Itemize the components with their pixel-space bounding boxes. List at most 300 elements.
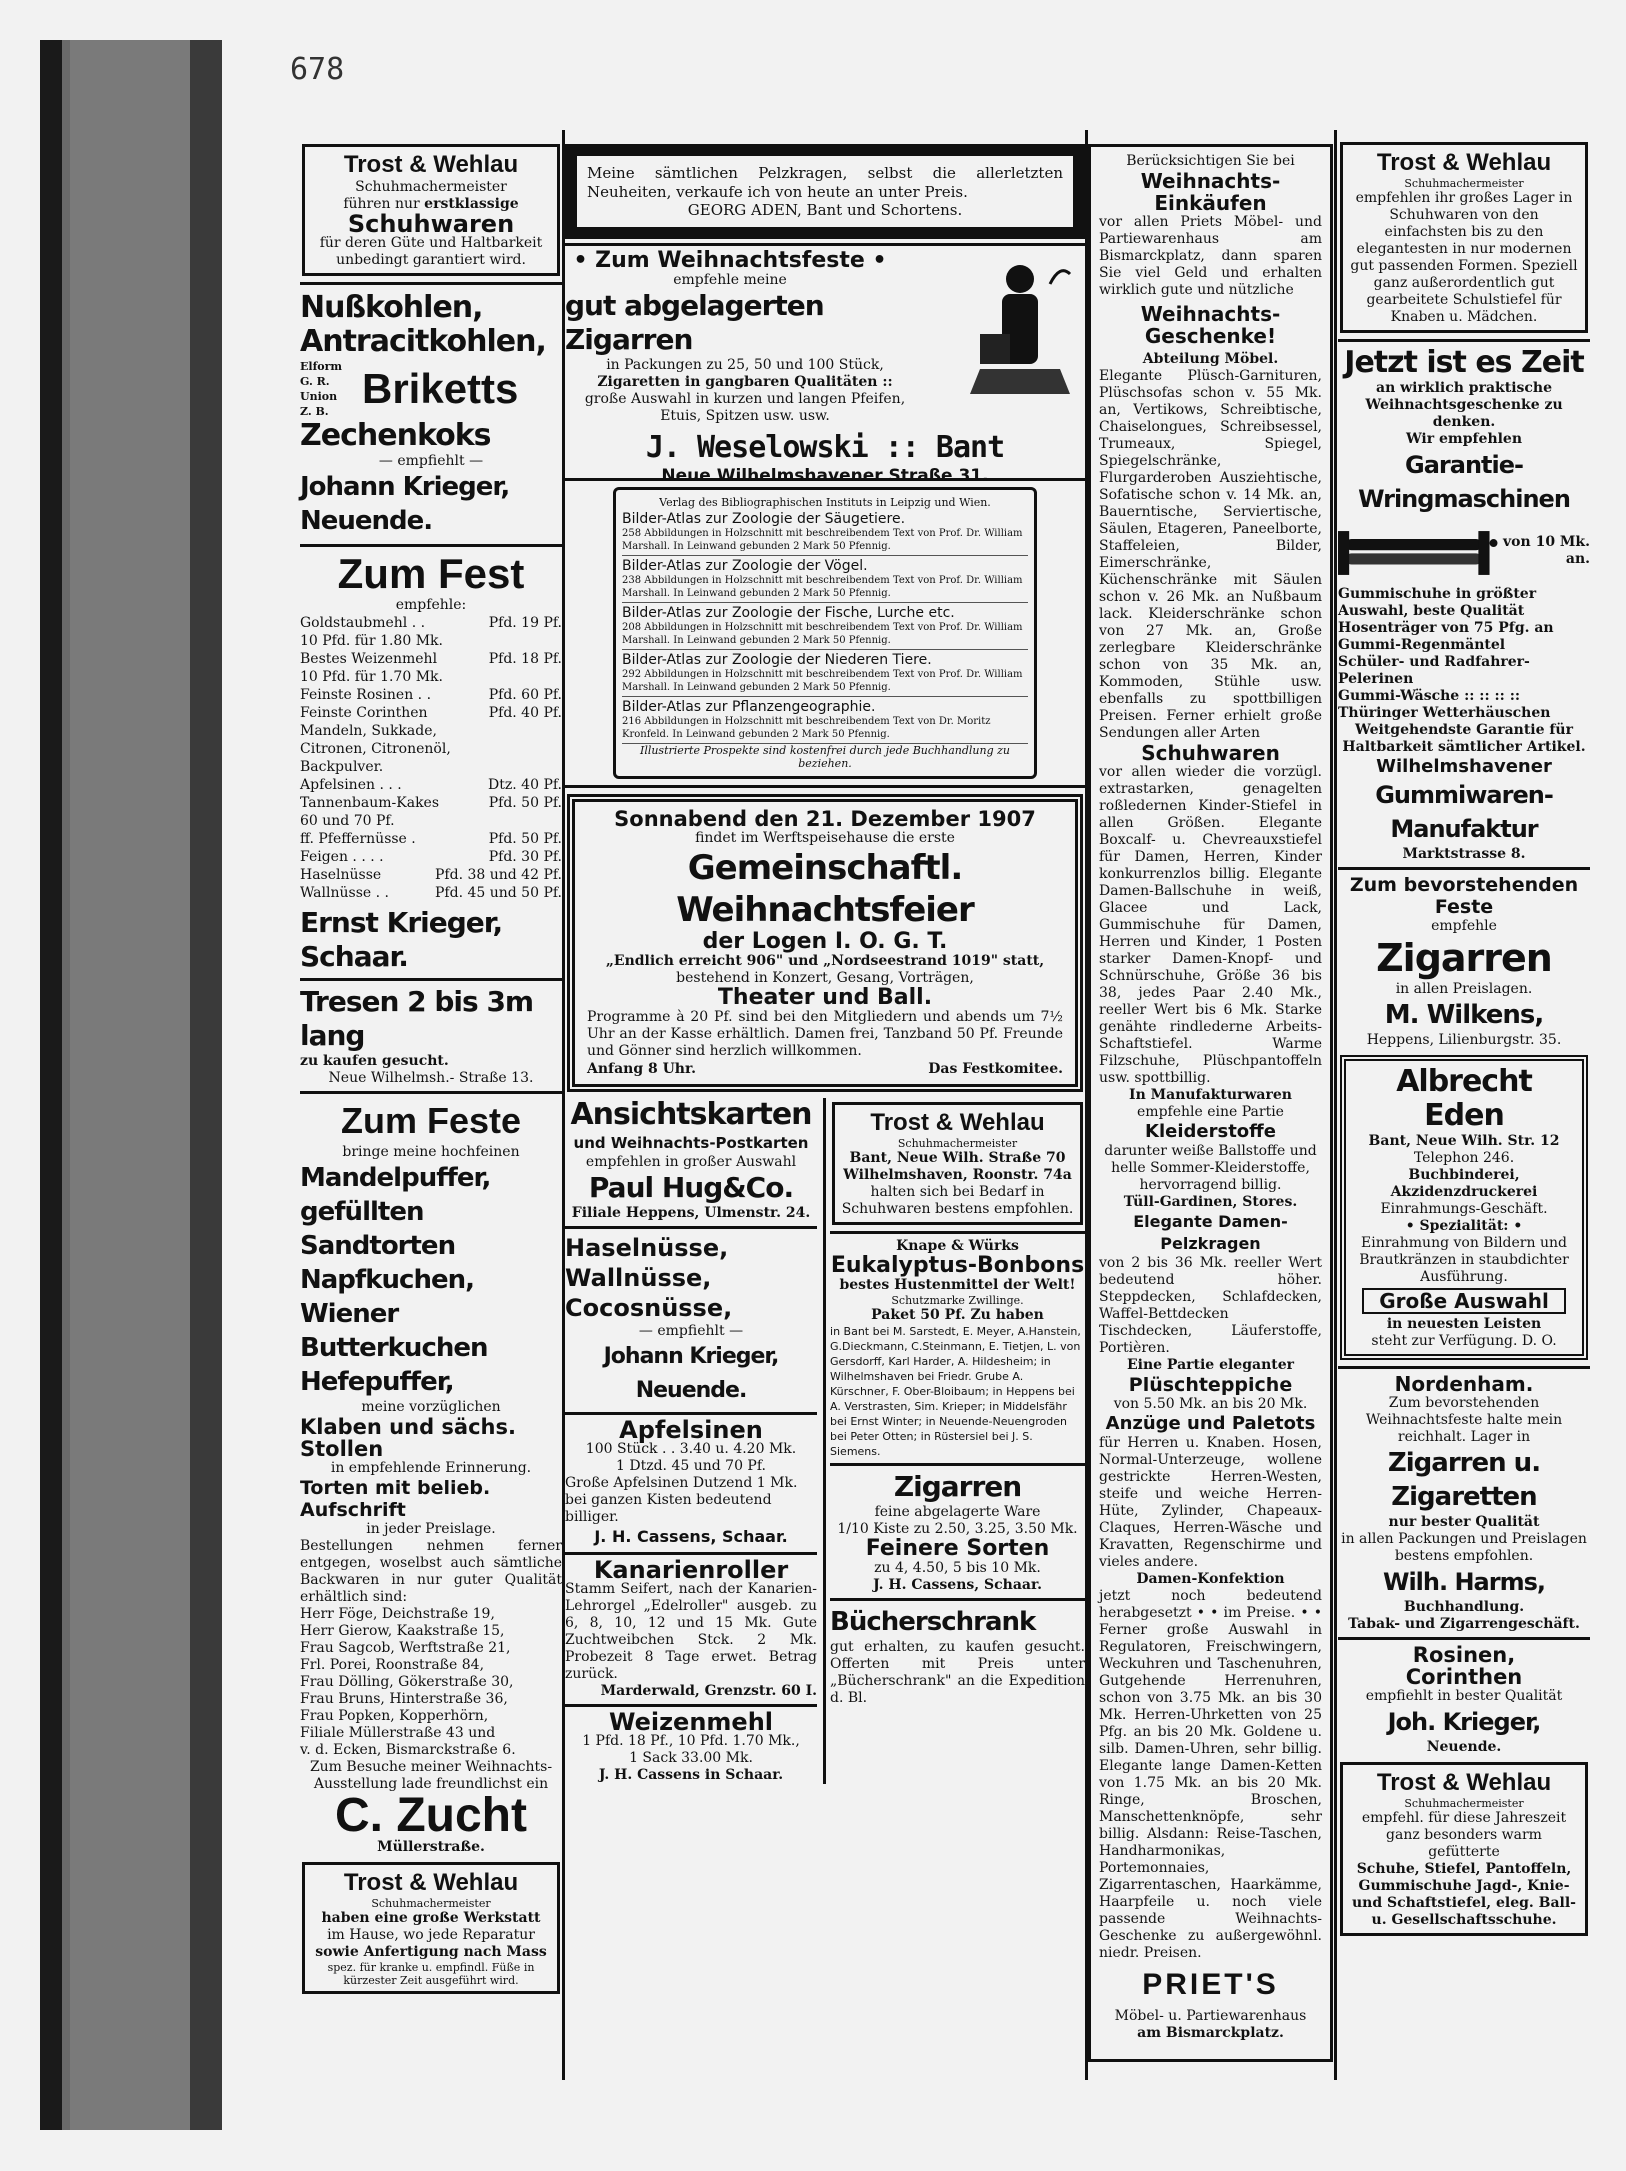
ad-text: in jeder Preislage. — [366, 1521, 496, 1537]
ad-seller: Johann Krieger, Neuende. — [300, 472, 510, 536]
ad-heading: Zigarren — [893, 1470, 1022, 1503]
divider — [300, 1091, 562, 1094]
product-item: Gummischuhe in größter Auswahl, beste Qualität — [1338, 586, 1537, 619]
trost-wehlau-ad-5 — [1340, 1762, 1588, 1936]
ad-text: — empfiehlt — — [638, 1323, 744, 1339]
ad-address: Neuende. — [1426, 1739, 1502, 1755]
item-name: 60 und 70 Pf. — [300, 813, 395, 829]
ad-text: Wir empfehlen — [1405, 431, 1523, 447]
ad-address: Müllerstraße. — [377, 1839, 485, 1855]
column-rule — [1334, 130, 1337, 2080]
price-row — [300, 866, 562, 884]
book-title: Bilder-Atlas zur Zoologie der Säugetiere. — [622, 511, 906, 527]
event-start: Anfang 8 Uhr. — [587, 1061, 696, 1077]
ad-text: bringe meine hochfeinen — [342, 1144, 520, 1160]
address-item: Frl. Porei, Roonstraße 84, — [300, 1657, 485, 1673]
ad-heading: Nußkohlen, — [300, 290, 483, 325]
item-price: Dtz. 40 Pf. — [488, 777, 562, 793]
ad-price: Paket 50 Pf. Zu haben — [871, 1307, 1044, 1323]
ad-heading: Nordenham. — [1394, 1372, 1534, 1396]
ad-heading: Apfelsinen — [619, 1416, 763, 1444]
ad-text: im Hause, wo jede Reparatur — [327, 1927, 535, 1943]
product-item: Gummi-Regenmäntel — [1338, 637, 1506, 653]
ad-text: bestehend in Konzert, Gesang, Vorträgen, — [676, 970, 974, 986]
ad-seller: Joh. Krieger, — [1387, 1708, 1541, 1736]
bilder-atlas-ad — [613, 487, 1037, 779]
ad-seller: C. Zucht — [335, 1789, 527, 1842]
ad-address: am Bismarckplatz. — [1137, 2025, 1284, 2041]
book-description: 216 Abbildungen in Holzschnitt mit beschreibendem Text von Dr. Moritz Kronfeld. In Leinwand gebunden 2 Mark 50 Pfennig. — [622, 716, 991, 740]
price-list — [300, 614, 562, 902]
ad-text: vor allen wieder die vorzügl. extrastarken, genagelten roßledernen Kinder-Stiefel in allen Größen. Elegante Boxcalf- u. Chevreauxstiefel für Damen, Herren, Kinder konkurrenzlos billig. Elegante Damen-Ballschuhe in weiß, Glacee und Lack, Gummischuhe für Damen, Herren und Kinder, 1 Posten starker Damen-Knopf- und Schnürschuhe, Größe 36 bis 38, jedes Paar 2.40 Mk., reeller Wert bis 6 Mk. Starke genähte rindlederne Arbeits-Schaftstiefel. Warme Filzschuhe, Plüschpantoffeln usw. spottbillig. — [1099, 764, 1322, 1086]
ad-heading: Zum Fest — [337, 550, 525, 597]
ad-heading: Theater und Ball. — [717, 985, 933, 1010]
divider — [565, 1704, 817, 1707]
ad-heading: Antracitkohlen, — [300, 324, 546, 359]
book-entry — [622, 556, 1028, 603]
ad-text: Schuhe, Stiefel, Pantoffeln, Gummischuhe Jagd-, Knie- und Schaftstiefel, eleg. Ball- u. Gesellschaftsschuhe. — [1352, 1861, 1576, 1928]
item-price: Pfd. 45 und 50 Pf. — [435, 885, 562, 901]
product-name: Wiener Butterkuchen — [300, 1299, 488, 1363]
ad-text: empfehlen in großer Auswahl — [585, 1154, 797, 1170]
ad-text: in neuesten Leisten — [1386, 1316, 1542, 1332]
product-name: Cocosnüsse, — [565, 1294, 733, 1322]
item-price: Pfd. 30 Pf. — [488, 849, 562, 865]
priet-ad — [1088, 144, 1333, 2062]
ad-heading: Schuhwaren — [347, 210, 515, 238]
ad-seller: J. H. Cassens, Schaar. — [873, 1577, 1042, 1593]
divider — [1338, 867, 1590, 870]
divider — [1338, 1637, 1590, 1640]
ad-seller: J. H. Cassens in Schaar. — [598, 1767, 784, 1783]
column-1 — [300, 130, 562, 2080]
book-title: Bilder-Atlas zur Pflanzengeographie. — [622, 699, 876, 715]
trost-wehlau-ad-3 — [832, 1102, 1083, 1225]
price-row — [300, 884, 562, 902]
ad-text: für Herren u. Knaben. Hosen, Normal-Unterzeuge, wollene gestrickte Herren-Westen, steife und weiche Herren-Hüte, Zylinder, Chapeaux-Claques, Herren-Wäsche und Kravatten, Regenschirme und vieles andere. — [1099, 1435, 1322, 1570]
ad-heading: Eukalyptus-Bonbons — [830, 1253, 1085, 1278]
page-number: 678 — [290, 52, 345, 87]
ad-text: Buchbinderei, Akzidenzdruckerei — [1390, 1167, 1538, 1200]
ad-heading: Bücherschrank — [830, 1607, 1036, 1637]
item-name: 10 Pfd. für 1.70 Mk. — [300, 669, 443, 685]
ad-text: • Spezialität: • — [1405, 1218, 1523, 1234]
ad-text: Tabak- und Zigarrengeschäft. — [1348, 1616, 1580, 1632]
ad-text: Weitgehendste Garantie für Haltbarkeit sämtlicher Artikel. — [1342, 722, 1586, 755]
harms-ad — [1338, 1373, 1590, 1633]
product-item: Gummi-Wäsche :: :: :: :: — [1338, 688, 1521, 704]
ad-text: in Packungen zu 25, 50 und 100 Stück, — [606, 357, 884, 373]
item-name: Citronen, Citronenöl, — [300, 741, 451, 757]
book-list — [622, 509, 1028, 744]
trost-wehlau-ad — [302, 144, 560, 276]
address-item: Frau Sagcob, Werftstraße 21, — [300, 1640, 511, 1656]
section-heading: Elegante Damen-Pelzkragen — [1133, 1212, 1288, 1253]
ad-text: Einrahmungs-Geschäft. — [1380, 1201, 1548, 1217]
ad-phone: Telephon 246. — [1413, 1150, 1515, 1166]
ad-text: Zum Besuche meiner Weihnachts-Ausstellung lade freundlichst ein — [309, 1759, 553, 1792]
ad-heading: Weihnachts-Geschenke! — [1140, 302, 1281, 348]
product-name: Mandelpuffer, — [300, 1163, 491, 1193]
ad-text: Schutzmarke Zwillinge. — [891, 1294, 1024, 1307]
price-row — [300, 650, 562, 668]
ad-address: Bant, Neue Wilh. Str. 12 — [1368, 1133, 1560, 1149]
ad-text: Eine Partie eleganter — [1126, 1357, 1295, 1373]
address-item: Frau Popken, Kopperhörn, — [300, 1708, 489, 1724]
product-name: Wallnüsse, — [565, 1264, 712, 1292]
weselowski-ad — [565, 248, 1085, 486]
book-entry — [622, 697, 1028, 744]
wringing-machine-icon — [1338, 516, 1498, 586]
price-row — [300, 740, 562, 758]
ad-text: in Bant bei M. Sarstedt, E. Meyer, A.Hanstein, G.Dieckmann, C.Steinmann, E. Tietjen, L. von Gersdorff, Karl Harder, A. Hildesheim; in Wilhelmshaven bei Friedr. Grube A. Kürschner, F. Ober-Bloibaum; in Heppens bei A. Verstrasten, Sim. Krieper; in Middelsfähr bei Ernst Winter; in Neuende-Neuengroden bei Peter Otten; in Rüstersiel bei J. S. Siemens. — [830, 1325, 1081, 1458]
item-price: Pfd. 60 Pf. — [488, 687, 562, 703]
item-price: Pfd. 38 und 42 Pf. — [435, 867, 562, 883]
eden-ad — [1340, 1055, 1588, 1360]
product-name: Rosinen, — [1412, 1643, 1516, 1667]
ad-text: 1/10 Kiste zu 2.50, 3.25, 3.50 Mk. — [837, 1521, 1078, 1537]
ad-text: in allen Packungen und Preislagen bestens empfohlen. — [1341, 1531, 1587, 1564]
ad-brand: Knape & Würks — [896, 1238, 1019, 1254]
price-row — [300, 758, 562, 776]
ad-address: Marderwald, Grenzstr. 60 I. — [600, 1683, 818, 1699]
price-row — [300, 776, 562, 794]
ad-text: gut erhalten, zu kaufen gesucht. Offerten mit Preis unter „Bücherschrank" an die Expedition d. Bl. — [830, 1639, 1085, 1706]
ad-text: Berücksichtigen Sie bei — [1126, 153, 1295, 169]
coal-ad — [300, 289, 562, 540]
price-row — [300, 848, 562, 866]
ad-text: erstklassige — [424, 196, 519, 212]
item-name: Feigen . . . . — [300, 849, 384, 865]
ad-heading: Weihnachts-Einkäufen — [1140, 169, 1281, 215]
ad-heading: Tresen 2 bis 3m lang — [300, 985, 534, 1052]
iogt-ad — [567, 794, 1083, 1092]
divider — [830, 1231, 1085, 1234]
ad-text: zu kaufen gesucht. — [300, 1053, 449, 1069]
col2-lower — [565, 1098, 1085, 1784]
event-title: Gemeinschaftl. Weihnachtsfeier — [676, 848, 974, 930]
ad-heading: Zechenkoks — [300, 418, 491, 453]
smoker-illustration-icon — [960, 254, 1080, 404]
ad-text: steht zur Verfügung. D. O. — [1371, 1333, 1557, 1349]
ad-seller: Paul Hug&Co. — [588, 1171, 794, 1204]
ad-title: Trost & Wehlau — [343, 1869, 519, 1896]
tresen-ad — [300, 985, 562, 1087]
brand-label: Elform — [300, 360, 343, 373]
ad-text: 1 Dtzd. 45 und 70 Pf. — [616, 1458, 766, 1474]
price-row — [300, 812, 562, 830]
ad-heading: Zum bevorstehenden Feste — [1349, 874, 1579, 918]
ad-text: spez. für kranke u. empfindl. Füße in kürzester Zeit ausgeführt wird. — [327, 1961, 535, 1987]
divider — [830, 1463, 1085, 1466]
section-heading: Abteilung Möbel. — [1142, 351, 1279, 367]
item-price: Pfd. 19 Pf. — [488, 615, 562, 631]
item-name: ff. Pfeffernüsse . — [300, 831, 416, 847]
ad-seller: Albrecht Eden — [1396, 1064, 1532, 1133]
product-item: Hosenträger von 75 Pfg. an — [1338, 620, 1554, 636]
ad-subtitle: Schuhmachermeister — [355, 179, 507, 195]
ad-text: von 2 bis 36 Mk. reeller Wert bedeutend höher. Steppdecken, Schlafdecken, Waffel-Bettdecken Tischdecken, Läuferstoffe, Portièren. — [1099, 1255, 1322, 1356]
item-price: Pfd. 40 Pf. — [488, 705, 562, 721]
zucht-ad — [300, 1098, 562, 1856]
book-entry — [622, 650, 1028, 697]
product-name: Napfkuchen, — [300, 1265, 474, 1295]
ad-text: empfiehlt in bester Qualität — [1365, 1688, 1563, 1704]
item-name: 10 Pfd. für 1.80 Mk. — [300, 633, 443, 649]
item-name: Apfelsinen . . . — [300, 777, 402, 793]
ad-text: findet im Werftspeisehause die erste — [695, 830, 955, 846]
book-entry — [622, 509, 1028, 556]
address-item: Herr Föge, Deichstraße 19, — [300, 1606, 495, 1622]
item-price: Pfd. 50 Pf. — [488, 831, 562, 847]
address-item: v. d. Ecken, Bismarckstraße 6. — [300, 1742, 516, 1758]
ad-text: große Auswahl in kurzen und langen Pfeifen, — [584, 391, 906, 407]
ad-seller: Johann Krieger, Neuende. — [603, 1344, 779, 1403]
ad-seller: M. Wilkens, — [1384, 1000, 1544, 1030]
ad-text: empfehl. für diese Jahreszeit ganz besonders warm gefütterte — [1361, 1810, 1567, 1860]
address-item: Frau Bruns, Hinterstraße 36, — [300, 1691, 508, 1707]
item-name: Feinste Corinthen — [300, 705, 428, 721]
ad-text: haben eine große Werkstatt — [321, 1910, 541, 1926]
item-name: Bestes Weizenmehl — [300, 651, 438, 667]
ad-address: Neue Wilhelmshavener Straße 31. — [661, 466, 989, 486]
divider — [300, 978, 562, 981]
section-heading: Schuhwaren — [1141, 741, 1280, 765]
book-description: 238 Abbildungen in Holzschnitt mit beschreibendem Text von Prof. Dr. William Marshall. In Leinwand gebunden 2 Mark 50 Pfennig. — [622, 575, 1023, 599]
price-row — [300, 794, 562, 812]
wilkens-ad — [1338, 874, 1590, 1049]
ad-text: meine vorzüglichen — [361, 1399, 501, 1415]
book-description: 258 Abbildungen in Holzschnitt mit beschreibendem Text von Prof. Dr. William Marshall. In Leinwand gebunden 2 Mark 50 Pfennig. — [622, 528, 1023, 552]
item-name: Tannenbaum-Kakes — [300, 795, 440, 811]
ad-text: Etuis, Spitzen usw. usw. — [660, 408, 830, 424]
ad-text: 1 Sack 33.00 Mk. — [629, 1750, 753, 1766]
item-name: Backpulver. — [300, 759, 384, 775]
ad-text: führen nur — [343, 196, 420, 212]
ad-text: empfehle: — [395, 597, 467, 613]
item-price: Pfd. 50 Pf. — [488, 795, 562, 811]
divider — [830, 1598, 1085, 1601]
ad-text: von 5.50 Mk. an bis 20 Mk. — [1113, 1396, 1308, 1412]
brand-label: Union — [300, 390, 338, 403]
product-name: Haselnüsse, — [565, 1234, 729, 1262]
ad-text: Bestellungen nehmen ferner entgegen, woselbst auch sämtliche Backwaren in nur guter Qualität erhältlich sind: — [300, 1538, 562, 1605]
ad-heading: der Logen I. O. G. T. — [702, 929, 948, 954]
ad-text: „Endlich erreicht 906" und „Nordseestrand 1019" statt, — [605, 953, 1045, 969]
divider — [1338, 339, 1590, 342]
divider — [565, 243, 1085, 246]
column-4 — [1338, 130, 1590, 2080]
col2-lower-right — [823, 1098, 1085, 1784]
divider — [565, 785, 1085, 788]
ad-text: in allen Preislagen. — [1395, 981, 1533, 997]
ad-address: Neue Wilhelmsh.- Straße 13. — [328, 1070, 534, 1086]
product-list — [1338, 586, 1590, 722]
item-name: Wallnüsse . . — [300, 885, 389, 901]
section-heading: Kleiderstoffe — [1145, 1121, 1276, 1142]
ad-heading: Weizenmehl — [608, 1708, 774, 1736]
address-item: Filiale Müllerstraße 43 und — [300, 1725, 496, 1741]
product-name: Klaben und sächs. Stollen — [300, 1415, 516, 1461]
ad-text: 100 Stück . . 3.40 u. 4.20 Mk. — [585, 1441, 797, 1457]
wringer-row — [1338, 516, 1590, 586]
ad-text: jetzt noch bedeutend herabgesetzt • • im Preise. • • Ferner große Auswahl in Regulatoren, Freischwingern, Weckuhren und Taschenuhren, Gutgehende Herrenuhren, schon von 3.75 Mk. an bis 30 Mk. Herren-Uhrketten von 25 Pfg. an bis 20 Mk. Goldene u. silb. Damen-Uhren, sehr billig. Elegante lange Damen-Ketten von 1.75 Mk. an bis 20 Mk. Ringe, Broschen, Manschettenknöpfe, sehr billig. Alsdann: Reise-Taschen, Handharmonikas, Portemonnaies, Zigarrentaschen, Haarkämme, Haarpfeile u. noch viele passende Weihnachts-Geschenke zu außergewöhnl. niedr. Preisen. — [1099, 1588, 1322, 1961]
divider — [300, 282, 562, 285]
ad-text: für deren Güte und Haltbarkeit unbedingt garantiert wird. — [319, 235, 543, 268]
address-item: Herr Gierow, Kaakstraße 15, — [300, 1623, 505, 1639]
ad-title: Trost & Wehlau — [1376, 1769, 1552, 1796]
ad-heading: Jetzt ist es Zeit — [1344, 345, 1584, 380]
ad-text: bestes Hustenmittel der Welt! — [839, 1277, 1076, 1293]
ad-text: nur bester Qualität — [1388, 1514, 1540, 1530]
section-heading: In Manufakturwaren — [1129, 1087, 1292, 1103]
ad-text: darunter weiße Ballstoffe und helle Sommer-Kleiderstoffe, hervorragend billig. — [1104, 1143, 1317, 1193]
ad-text: empfehle eine Partie — [1137, 1104, 1284, 1120]
ad-heading: Ansichtskarten — [570, 1097, 812, 1132]
section-heading: Tüll-Gardinen, Stores. — [1123, 1194, 1298, 1210]
ad-text: — empfiehlt — — [378, 453, 484, 469]
brand-label: Z. B. — [300, 405, 329, 418]
product-name: Hefepuffer, — [300, 1367, 454, 1397]
price-row — [300, 830, 562, 848]
column-2 — [565, 130, 1085, 2080]
ad-text: zu 4, 4.50, 5 bis 10 Mk. — [874, 1560, 1041, 1576]
ad-text: feine abgelagerte Ware — [874, 1504, 1041, 1520]
address-list — [300, 1606, 562, 1759]
ad-text: Einrahmung von Bildern und Brautkränzen in staubdichter Ausführung. — [1359, 1235, 1569, 1285]
ad-title: Trost & Wehlau — [870, 1109, 1045, 1136]
price-row — [300, 722, 562, 740]
book-description: 208 Abbildungen in Holzschnitt mit beschreibendem Text von Prof. Dr. William Marshall. In Leinwand gebunden 2 Mark 50 Pfennig. — [622, 622, 1023, 646]
ad-heading: Kanarienroller — [593, 1556, 789, 1584]
ad-heading: Briketts — [362, 365, 519, 412]
ad-text: Zigaretten in gangbaren Qualitäten :: — [597, 374, 893, 390]
ad-heading: Zum Feste — [340, 1100, 522, 1141]
book-title: Bilder-Atlas zur Zoologie der Fische, Lurche etc. — [622, 605, 955, 621]
price-row — [300, 686, 562, 704]
ad-subheading: und Weihnachts-Postkarten — [573, 1134, 809, 1152]
ad-address: Bant, Neue Wilh. Straße 70 — [849, 1150, 1066, 1166]
divider — [300, 544, 562, 547]
book-title: Bilder-Atlas zur Zoologie der Vögel. — [622, 558, 868, 574]
book-entry — [622, 603, 1028, 650]
ad-brand: Wilhelmshavener — [1376, 756, 1552, 777]
ad-heading: Große Auswahl — [1362, 1288, 1566, 1314]
ad-seller: Ernst Krieger, Schaar. — [300, 906, 503, 973]
price-row — [300, 668, 562, 686]
ad-heading: Garantie-Wringmaschinen — [1358, 451, 1570, 513]
price-row — [300, 704, 562, 722]
column-3 — [1088, 130, 1333, 2080]
ad-address: Wilhelmshaven, Roonstr. 74a — [843, 1167, 1072, 1183]
product-name: Corinthen — [1405, 1665, 1523, 1689]
event-date: Sonnabend den 21. Dezember 1907 — [614, 807, 1036, 831]
ad-text: Buchhandlung. — [1403, 1599, 1525, 1615]
trost-wehlau-ad-4 — [1340, 142, 1588, 333]
publisher: Verlag des Bibliographischen Instituts in Leipzig und Wien. — [659, 496, 991, 509]
ad-text: Stamm Seifert, nach der Kanarien-Lehrorgel „Edelroller" ausgeb. zu 6, 8, 10, 12 und 15 Mk. Gute Zuchtweibchen Stck. 2 Mk. Probezeit 8 Tage erwet. Betrag zurück. — [565, 1581, 818, 1682]
ad-text: an wirklich praktische Weihnachtsgeschenke zu denken. — [1365, 380, 1563, 430]
ad-seller: Gummiwaren-Manufaktur — [1375, 781, 1553, 843]
ad-text: empfehle meine — [673, 272, 787, 288]
ad-title: Trost & Wehlau — [1376, 149, 1552, 176]
ad-address: Filiale Heppens, Ulmenstr. 24. — [571, 1205, 811, 1221]
ad-subtitle: Schuhmachermeister — [371, 1897, 491, 1910]
ad-text: empfehlen ihr großes Lager in Schuhwaren von den einfachsten bis zu den elegantesten in nur modernen gut passenden Formen. Speziell ganz außerordentlich gut gearbeitete Schulstiefel für Knaben u. Mädchen. — [1350, 190, 1578, 325]
ad-heading: Zigarren u. Zigaretten — [1387, 1448, 1541, 1512]
ad-text: Möbel- u. Partiewarenhaus — [1114, 2008, 1307, 2024]
ad-text: Elegante Plüsch-Garnituren, Plüschsofas schon v. 55 Mk. an, Vertikows, Schreibtische, Chaiselongues, Schreibsessel, Trumeaux, Spiegel, Spiegelschränke, Flurgarderoben Ausziehtische, Sofatische schon v. 14 Mk. an, Bauerntische, Serviertische, Säulen, Etageren, Paneelborte, Staffeleien, Bilder, Eimerschränke, Küchenschränke mit Säulen schon v. 26 Mk. an Nußbaum lack. Kleiderschränke schon von 27 Mk. an, Große zerlegbare Kleiderschränke schon von 35 Mk. an, Kommoden, Stühle usw. ebenfalls zu spottbilligen Preisen. Ferner erhielt große Sendungen aller Arten — [1099, 368, 1322, 741]
price-row — [300, 632, 562, 650]
section-heading: Damen-Konfektion — [1136, 1571, 1285, 1587]
brand-label: G. R. — [300, 375, 330, 388]
ad-text: Programme à 20 Pf. sind bei den Mitgliedern und abends um 7½ Uhr an der Kasse erhältlich. Damen frei, Tanzband 50 Pf. Freunde und Gönner sind herzlich willkommen. — [587, 1009, 1063, 1059]
ad-subtitle: Schuhmachermeister — [1404, 177, 1524, 190]
ad-text: 1 Pfd. 18 Pf., 10 Pfd. 1.70 Mk., — [582, 1733, 800, 1749]
newspaper-page — [300, 130, 1590, 2080]
ad-subtitle: Schuhmachermeister — [897, 1137, 1018, 1150]
product-name: Torten mit belieb. Aufschrift — [300, 1477, 491, 1521]
ad-text: Meine sämtlichen Pelzkragen, selbst die allerletzten Neuheiten, verkaufe ich von heute an unter Preis. — [587, 164, 1063, 201]
item-price: Pfd. 18 Pf. — [488, 651, 562, 667]
product-name: gefüllten Sandtorten — [300, 1197, 456, 1261]
product-item: Schüler- und Radfahrer-Pelerinen — [1338, 654, 1530, 687]
price-row — [300, 614, 562, 632]
ad-heading: Feinere Sorten — [865, 1536, 1050, 1561]
book-title: Bilder-Atlas zur Zoologie der Niederen Tiere. — [622, 652, 932, 668]
ad-signature: GEORG ADEN, Bant und Schortens. — [687, 201, 963, 219]
col2-lower-left — [565, 1098, 817, 1784]
book-description: 292 Abbildungen in Holzschnitt mit beschreibendem Text von Prof. Dr. William Marshall. In Leinwand gebunden 2 Mark 50 Pfennig. — [622, 669, 1023, 693]
ad-text: halten sich bei Bedarf in Schuhwaren bestens empfohlen. — [841, 1184, 1074, 1217]
trost-wehlau-ad-2 — [302, 1862, 560, 1994]
divider — [565, 1226, 817, 1229]
ad-address: Heppens, Lilienburgstr. 35. — [1366, 1032, 1562, 1048]
zum-fest-ad — [300, 551, 562, 974]
ad-address: Marktstrasse 8. — [1402, 846, 1526, 862]
item-name: Haselnüsse — [300, 867, 382, 883]
ad-heading: Zigarren — [1376, 936, 1552, 980]
ad-text: vor allen Priets Möbel- und Partiewarenhaus am Bismarckplatz, dann sparen Sie viel Geld und erhalten wirklich gute und nützliche — [1099, 214, 1322, 298]
divider — [1338, 1366, 1590, 1369]
ad-text: in empfehlende Erinnerung. — [330, 1460, 532, 1476]
krieger-ad — [1338, 1644, 1590, 1756]
section-heading: Plüschteppiche — [1128, 1374, 1293, 1396]
ad-price: von 10 Mk. an. — [1503, 534, 1590, 567]
ad-heading: gut abgelagerten Zigarren — [565, 289, 824, 356]
address-item: Frau Dölling, Gökerstraße 30, — [300, 1674, 514, 1690]
ad-seller: PRIET'S — [1142, 1968, 1279, 2001]
ad-subtitle: Schuhmachermeister — [1404, 1797, 1524, 1810]
ad-signature: Das Festkomitee. — [928, 1061, 1063, 1077]
ad-note: Illustrierte Prospekte sind kostenfrei durch jede Buchhandlung zu beziehen. — [639, 744, 1011, 770]
divider — [565, 1412, 817, 1415]
ad-text: sowie Anfertigung nach Mass — [315, 1944, 547, 1960]
ad-heading: • Zum Weihnachtsfeste • — [573, 248, 887, 273]
ad-title: Trost & Wehlau — [343, 151, 519, 178]
ad-seller: J. Weselowski :: Bant — [645, 430, 1005, 465]
divider — [565, 1552, 817, 1555]
ad-seller: Wilh. Harms, — [1382, 1568, 1545, 1596]
ad-seller: J. H. Cassens, Schaar. — [594, 1527, 788, 1546]
aden-ad — [565, 144, 1085, 239]
product-item: Thüringer Wetterhäuschen — [1338, 705, 1551, 721]
item-name: Goldstaubmehl . . — [300, 615, 426, 631]
book-binding — [40, 40, 222, 2130]
ad-text: empfehle — [1431, 918, 1497, 934]
section-heading: Anzüge und Paletots — [1105, 1413, 1316, 1434]
wringer-ad — [1338, 346, 1590, 863]
